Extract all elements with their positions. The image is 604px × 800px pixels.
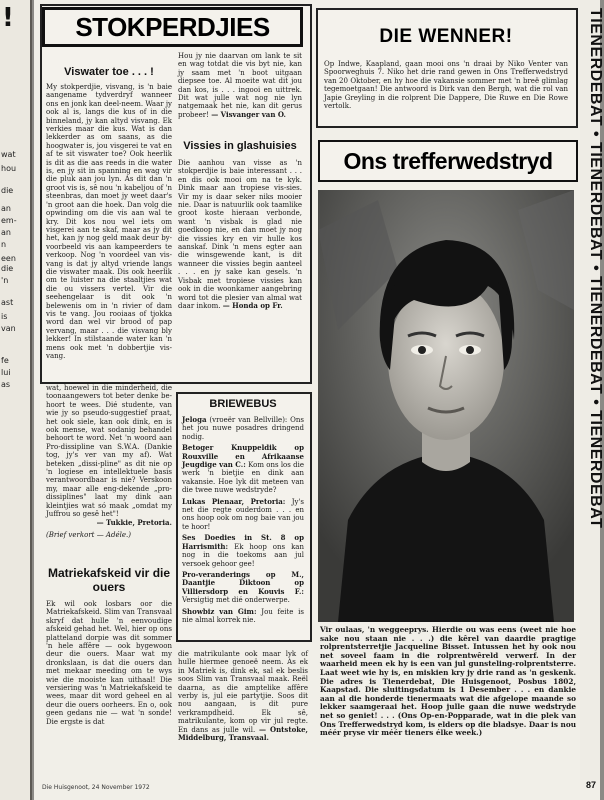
viswater-text: My stokperdjie, visvang, is 'n baie aangename tydverdryf wanneer ons en jonk kan deel-neem. Waar jy ook al is, langs die kus of in die binneland, jy kan altyd visvang. Ek verkies maar die kus. Wat is dan lekkerder as om saans, as die hoogwater is, jou visgerei te vat en af te sit viswater toe? Ook heerlik is dit as die aas reeds in die water is, en jy sit in spanning en wag vir die pluk aan jou lyn. As dit dan 'n groot vis is, sê nou 'n kabeljou of 'n steenbras, dan moet jy weet daar's 'n groot aan die hoek. Dan volg die opwinding om die vis aan wal te kry. Dit kos nou wel iets om visgerei aan te skaf, maar as jy dit het, kan jy nog geld maak deur by-voorbeeld vis aan kampeerders te verkoop. Nog 'n voordeel van vis-vang is dat jy altyd vriende langs die viswater maak. Dis ook heerlik om te luister na die staaltjies wat die ou vissers vertel. Vir die seehengelaar is dit ook 'n belewenis om in 'n rivier of dam vis te vang. Jou rooiaas of tjokka word dan wel vir brood of pap vervang, maar . . . die visvang bly lekker! In stilstaande water kan 'n mens ook met 'n dobbertjie vis-vang.: [46, 83, 172, 360]
briewebus-content: [182, 396, 304, 634]
briewebus-text: Kom ons los die werk 'n bietjie en dink aan vakansie. Hoe lyk dit meteen van die twee nuwe wedstryde?: [182, 461, 304, 495]
vissies-text: Die aanhou van visse as 'n stokperdjie is baie interessant . . . en dis ook mooi om na te kyk. Dink maar aan tropiese vis-sies. Vir my is daar seker niks mooier nie. Daar is natuurlik ook taamlike groot koste hieraan verbonde, want 'n visbak is glad nie goedkoop nie, en dan moet jy nog die vissies kry en vir hulle kos aanskaf. Dink 'n mens egter aan die winsgewende kant, is dit wanneer die vissies begin aanteel . . . en jy sake kan gesels. 'n Visbak met tropiese vissies kan ook in die woonkamer aangebring word tot die plesier van almal wat daar inkom.: [178, 159, 302, 310]
briewebus-text: Jou feite is nie almal korrek nie.: [182, 607, 304, 624]
vissies-title: Vissies in glashuisies: [183, 140, 297, 152]
left-page-fragment: as: [1, 380, 11, 389]
viswater-author: — Visvanger van O.: [211, 109, 286, 119]
briewebus-item: [182, 608, 304, 625]
briewebus-name: Betoger Knuppeldik op Rouxville en Afrikaanse Jeugdige van C.:: [182, 443, 304, 470]
matriek-author: — Ontstoke, Middelburg, Transvaal.: [178, 724, 308, 743]
briewebus-item: [182, 571, 304, 605]
briewebus-name: Lukas Pienaar, Pretoria:: [182, 496, 286, 506]
page-number: 87: [586, 780, 597, 790]
caption-text: die kêrel van daardie pragtige rolprentsterretjie Jacqueline Bisset. Intussen het hy ook nou net soveel faam in die rolprentwêreld verwerf. In der waarheid meen ek hy is een van jul gunsteling-rolprentsterre. Laat weet wie hy is, en miskien kry jy drie rand as 'n geskenk. Die adres is Tienerdebat, Die Huisgenoot, Posbus 1802, Kaapstad. Die sluitingsdatum is 1 Desember . . . en dankie aan al die honderde tienermaats wat die afgelope maande so lekker saamgeraai het. Hoop julle gaan die nuwe wedstryde net so geniet! . . . (Ons Op-en-Popparade, wat in die plek van Ons Trefferwedstryd kom, is elders op die bladsye. Daar is nou méér pryse vir méér tieners élke week.): [320, 633, 576, 738]
briewebus-text: Ek hoop ons kan nog in die toekoms aan jul versoek gehoor gee!: [182, 542, 304, 568]
left-page-fragment: fe: [1, 356, 9, 365]
vissies-column: [178, 138, 302, 374]
briewebus-item: [182, 498, 304, 532]
viswater-column: [46, 64, 172, 376]
left-page-fragment: an: [1, 228, 11, 237]
viswater-continued: [178, 52, 302, 120]
left-page-fragment: hou: [1, 164, 17, 173]
left-page-fragment: is: [1, 312, 8, 321]
viswater-title: Viswater toe . . . !: [64, 66, 154, 78]
left-page-fragment: die: [1, 264, 14, 273]
matriek-title: Matriekafskeid vir die ouers: [47, 566, 171, 594]
treffer-caption: [320, 626, 576, 744]
portrait-image: [318, 190, 574, 622]
caption-intro: Vir oulaas, 'n weggeeprys. Hierdie ou was eens (weet nie hoe sake nou staan nie . . .): [320, 625, 576, 643]
wenner-text: Op Indwe, Kaapland, gaan mooi ons 'n draai by Niko Venter van Spoorweghuis 7. Niko het drie rand gewen in Ons Trefferwedstryd van 20 Oktober, en hy hoe die vakansie sommer met 'n breë glimlag tegemoetgaan! Die antwoord is Dirk van den Bergh, wat die rol van Japie Greyling in die rolprent Die Dappere, Die Ruwe en Die Rowe vertolk.: [324, 60, 568, 111]
viswater-cont-text: Hou jy nie daarvan om lank te sit en wag totdat die vis byt nie, kan jy saam met 'n boot uitgaan diepsee toe. Al moeite wat dit jou dan kos, is . . . ingooi en uittrek. Dit wat julle wat nog nie lyn natgemaak het nie, kan dit gerus probeer!: [178, 52, 302, 119]
letter-text: wat, hoewel in die minderheid, die toonaangewers tot beter denke be-hoort te wees. Dié studente, van wie jy so pseudo-suggestief praat, het ook siele, kan ook dink, en is ook mense, wat sodanig behandel behoort te word. Net 'n woord aan Pro-dissipline van S.W.A. (Dankie tog, jy's ver van my af). Wat beteken „dissi-pline" as dit nie op 'n logiese en intellektuele basis verantwoordbaar is nie? Verskoon my, maar alle eng-dekende „pro-dissiplines" laat my dink aan kleintjies wat só maak „omdat my Juffrou so gesê het"!: [46, 384, 172, 519]
left-page-fragment: een: [1, 254, 16, 263]
briewebus-title: BRIEWEBUS: [209, 398, 277, 410]
left-page-fragment: an: [1, 204, 11, 213]
briewebus-text: Jy's net die regte ouderdom . . . en ons hoop ook om nog baie van jou te hoor!: [182, 497, 304, 531]
lower-left-letter: [46, 384, 172, 539]
left-page-fragment: ast: [1, 298, 14, 307]
stokperdjies-heading: STOKPERDJIES: [42, 7, 303, 47]
left-page-exclamation: !: [2, 3, 14, 33]
briewebus-text: (vroeër van Bellville): Ons het jou nuwe posadres dringend nodig.: [182, 416, 304, 441]
left-page-fragment: wat: [1, 150, 16, 159]
briewebus-name: Ses Doedies in St. 8 op Harrismith:: [182, 533, 304, 551]
letter-note: (Brief verkort — Adéle.): [46, 530, 131, 539]
briewebus-name: Showbiz van Gim:: [182, 606, 257, 616]
section-side-strip: [580, 0, 604, 780]
briewebus-item: [182, 534, 304, 568]
vissies-author: — Honda op Fr.: [222, 300, 283, 310]
briewebus-item: [182, 444, 304, 494]
briewebus-text: Versigtig met dié onderwerpe.: [182, 596, 290, 605]
left-page-fragment: n: [1, 240, 7, 249]
left-page-fragment: van: [1, 324, 16, 333]
letter-author: — Tukkie, Pretoria.: [96, 517, 172, 527]
matriek-cont-text: die matrikulante ook maar lyk of hulle hiermee genoeë neem. As ek in Matriek is, dink ek, sal ek beslis soos Slim van Transvaal maak. Reël daarna, as die amptelike affêre verby is, jul eie partytjie. Soos dit nou aangaan, is dit pure verkrampdheid. Ek sê, matrikulante, kom op vir jul regte. En dans as julle wil.: [178, 650, 308, 734]
left-page-edge: [0, 0, 32, 800]
matriek-continued: [178, 650, 308, 776]
matriek-column: [46, 566, 172, 778]
left-page-fragment: lui: [1, 368, 11, 377]
left-page-fragment: die: [1, 186, 14, 195]
contest-photo: [318, 190, 574, 622]
wenner-title: DIE WENNER!: [379, 26, 513, 47]
left-page-fragment: 'n: [1, 276, 9, 285]
page-footer: Die Huisgenoot, 24 November 1972: [42, 784, 150, 791]
matriek-text: Ek wil ook losbars oor die Matriekafskeid. Slim van Transvaal skryf dat hulle 'n eenvoudige afskeid gehad het. Wel, hier op ons platteland dorpie was dit sommer 'n hele affêre — ook bygewoon deur die ouers. Maar wat my dronkslaan, is dat die ouers dan met mekaar meeding om te wys wie die mooiste kan uithaal! Die versiering was 'n Matriekafskeid te wees, maar dit word geheel en al deur die ouers oorheers. En o, ook geen gedans nie — wat 'n sonde! Die ergste is dat: [46, 600, 172, 726]
left-page-fragment: em-: [1, 216, 17, 225]
briewebus-name: Jeloga: [182, 415, 207, 424]
treffer-title: Ons trefferwedstryd: [318, 140, 578, 182]
briewebus-item: [182, 416, 304, 441]
briewebus-name: Pro-veranderings op M., Daantjie Diktoon op Villiersdorp en Kouvis F.:: [182, 569, 304, 596]
side-strip-text: TIENERDEBAT • TIENERDEBAT • TIENERDEBAT • TIENERDEBAT: [587, 8, 604, 529]
